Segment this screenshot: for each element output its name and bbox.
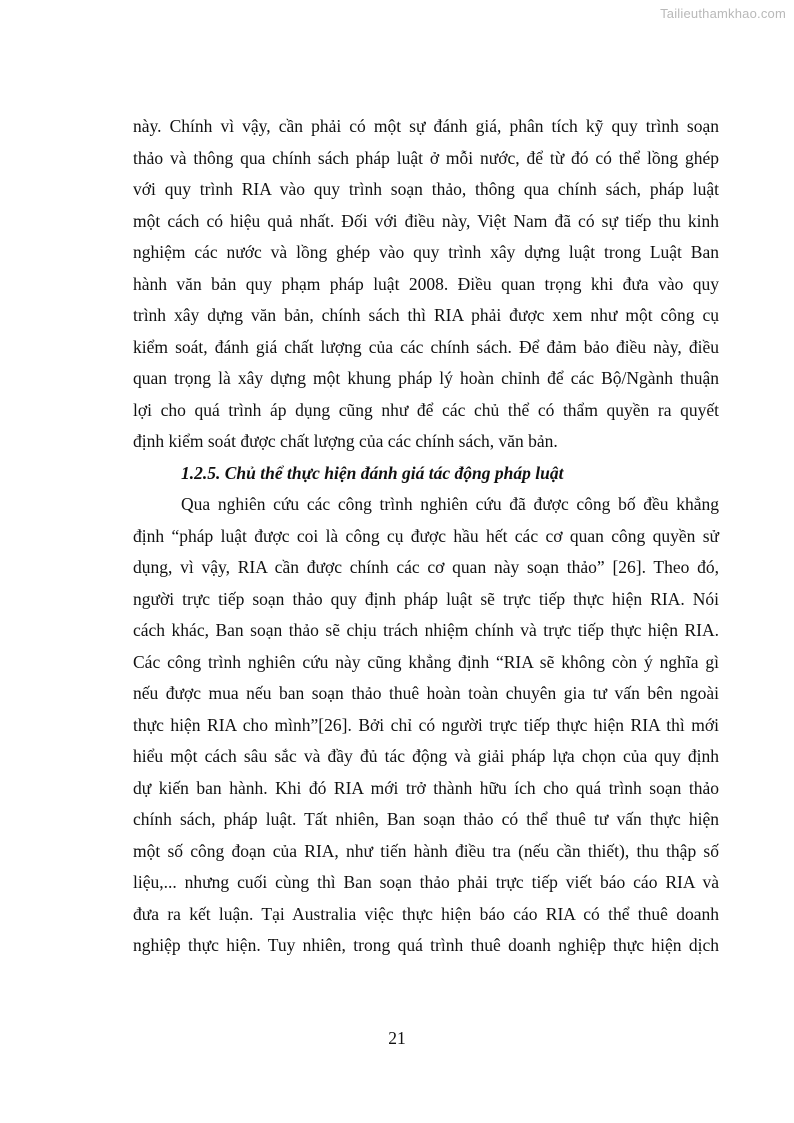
text-line: nghiệm các nước và lồng ghép vào quy trình xây dựng luật trong Luật Ban [133, 242, 719, 262]
text-line: một số công đoạn của RIA, như tiến hành điều tra (nếu cần thiết), thu thập số [133, 840, 719, 861]
text-line: dự kiến ban hành. Khi đó RIA mới trở thành hữu ích cho quá trình soạn thảo [133, 777, 719, 798]
text-line: này. Chính vì vậy, cần phải có một sự đánh giá, phân tích kỹ quy trình soạn [133, 116, 719, 136]
text-line: thảo và thông qua chính sách pháp luật ở mỗi nước, để từ đó có thể lồng ghép [133, 147, 719, 168]
text-line: định “pháp luật được coi là công cụ được hầu hết các cơ quan công quyền sử [133, 525, 719, 546]
text-line: hiểu một cách sâu sắc và đầy đủ tác động và giải pháp lựa chọn của quy định [133, 746, 719, 766]
text-line: hành văn bản quy phạm pháp luật 2008. Điều quan trọng khi đưa vào quy [133, 273, 719, 294]
text-line: liệu,... nhưng cuối cùng thì Ban soạn thảo phải trực tiếp viết báo cáo RIA và [133, 872, 719, 892]
text-line: quan trọng là xây dựng một khung pháp lý hoàn chỉnh để các Bộ/Ngành thuận [133, 368, 719, 388]
text-line: người trực tiếp soạn thảo quy định pháp luật sẽ trực tiếp thực hiện RIA. Nói [133, 588, 719, 609]
section-heading: 1.2.5. Chủ thể thực hiện đánh giá tác động pháp luật [181, 462, 564, 483]
text-line: dụng, vì vậy, RIA cần được chính các cơ quan này soạn thảo” [26]. Theo đó, [133, 557, 719, 577]
text-line: thực hiện RIA cho mình”[26]. Bởi chỉ có người trực tiếp thực hiện RIA thì mới [133, 714, 719, 735]
text-line: lợi cho quá trình áp dụng cũng như để các chủ thể có thẩm quyền ra quyết [133, 399, 719, 420]
text-line: Qua nghiên cứu các công trình nghiên cứu đã được công bố đều khẳng [181, 494, 719, 514]
text-line: trình xây dựng văn bản, chính sách thì RIA phải được xem như một công cụ [133, 305, 719, 325]
paragraph-1 [133, 111, 719, 458]
page-number: 21 [388, 1028, 406, 1048]
text-line: với quy trình RIA vào quy trình soạn thảo, thông qua chính sách, pháp luật [133, 179, 719, 199]
text-line: chính sách, pháp luật. Tất nhiên, Ban soạn thảo có thể thuê tư vấn thực hiện [133, 809, 719, 829]
text-line: một cách có hiệu quả nhất. Đối với điều này, Việt Nam đã có sự tiếp thu kinh [133, 210, 719, 231]
text-line: cách khác, Ban soạn thảo sẽ chịu trách nhiệm chính và trực tiếp thực hiện RIA. [133, 620, 719, 640]
document-body [133, 111, 719, 962]
text-line: đưa ra kết luận. Tại Australia việc thực hiện báo cáo RIA có thể thuê doanh [133, 903, 719, 924]
watermark: Tailieuthamkhao.com [660, 6, 786, 21]
text-line: nghiệp thực hiện. Tuy nhiên, trong quá trình thuê doanh nghiệp thực hiện dịch [133, 935, 719, 955]
text-line: nếu được mua nếu ban soạn thảo thuê hoàn toàn chuyên gia tư vấn bên ngoài [133, 683, 719, 703]
text-line: kiểm soát, đánh giá chất lượng của các chính sách. Để đảm bảo điều này, điều [133, 336, 719, 357]
paragraph-2 [133, 489, 719, 962]
text-line: định kiểm soát được chất lượng của các chính sách, văn bản. [133, 431, 558, 451]
text-line: Các công trình nghiên cứu này cũng khẳng định “RIA sẽ không còn ý nghĩa gì [133, 651, 719, 672]
